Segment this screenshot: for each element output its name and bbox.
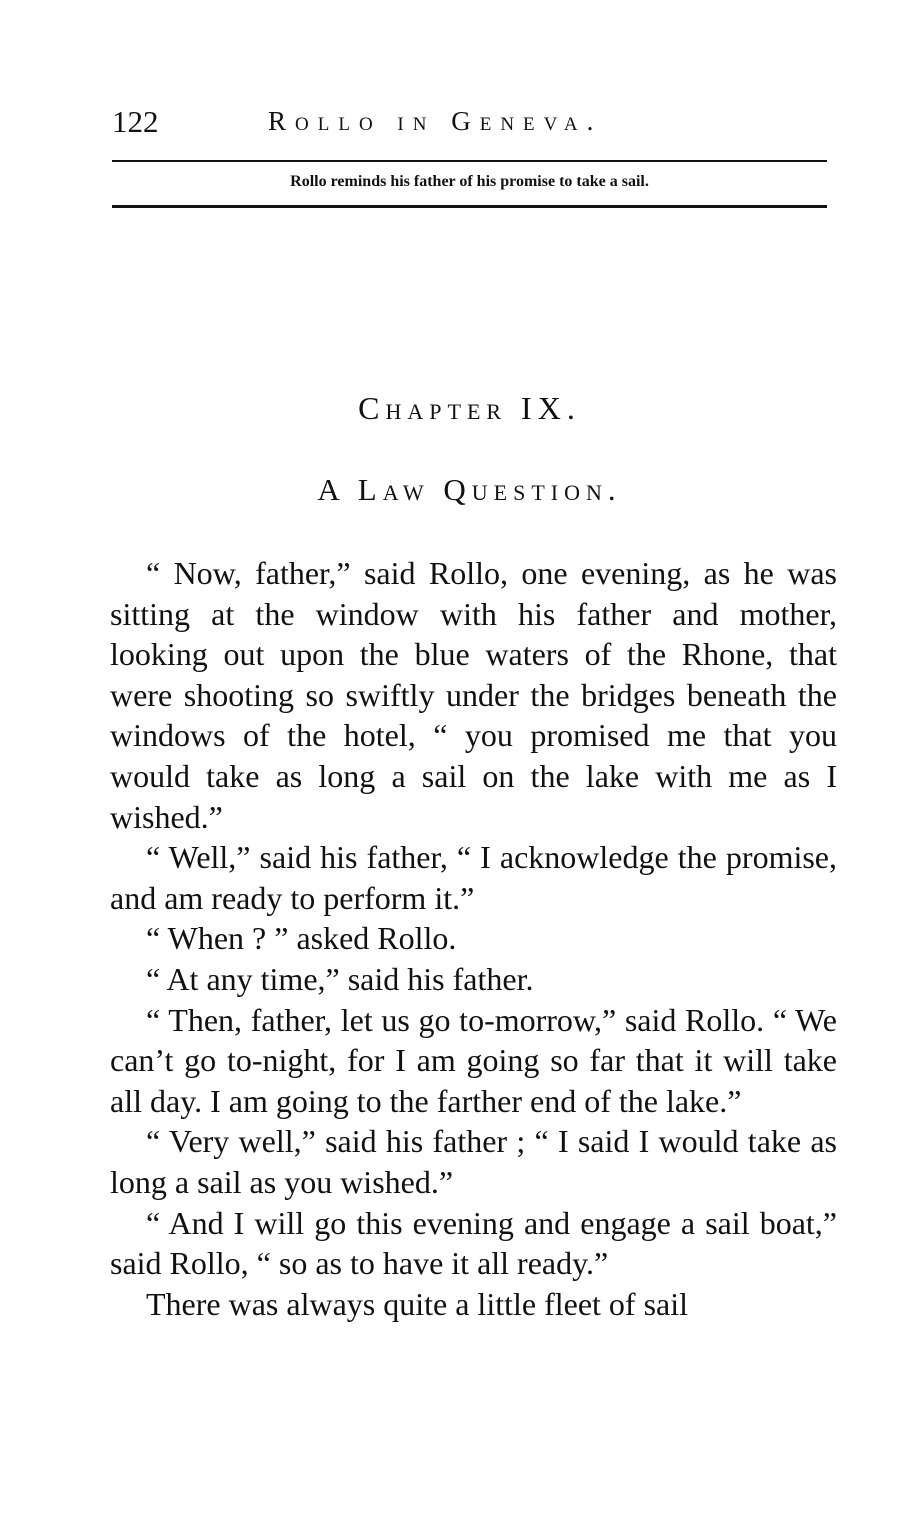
- page-number: 122: [112, 104, 159, 139]
- running-head: [112, 100, 827, 150]
- chapter-title: A Law Question.: [317, 472, 622, 507]
- chapter-number: Chapter IX.: [358, 390, 581, 426]
- paragraph: “ Now, father,” said Rollo, one evening, as he was sitting at the window with his father and mother, looking out upon the blue waters of the Rhone, that were shooting so swiftly under the bridges beneath the windows of the hotel, “ you promised me that you would take as long a sail on the lake with me as I wished.”: [110, 555, 837, 835]
- paragraph: “ And I will go this evening and engage a sail boat,” said Rollo, “ so as to have it all ready.”: [110, 1204, 837, 1282]
- paragraph: “ Then, father, let us go to-morrow,” said Rollo. “ We can’t go to-night, for I am going so far that it will take all day. I am going to the farther end of the lake.”: [110, 1001, 837, 1119]
- side-note: Rollo reminds his father of his promise to take a sail.: [290, 173, 649, 190]
- paragraph: There was always quite a little fleet of sail: [146, 1285, 689, 1322]
- paragraph: “ At any time,” said his father.: [146, 960, 534, 997]
- paragraph: “ Very well,” said his father ; “ I said I would take as long a sail as you wished.”: [110, 1123, 837, 1200]
- header-rule-bottom: [112, 205, 827, 208]
- body-text: [110, 553, 837, 1324]
- paragraph: “ Well,” said his father, “ I acknowledge the promise, and am ready to perform it.”: [110, 839, 837, 916]
- paragraph: “ When ? ” asked Rollo.: [146, 920, 457, 957]
- header-rule-top: [112, 160, 827, 162]
- running-title: Rollo in Geneva.: [268, 106, 603, 136]
